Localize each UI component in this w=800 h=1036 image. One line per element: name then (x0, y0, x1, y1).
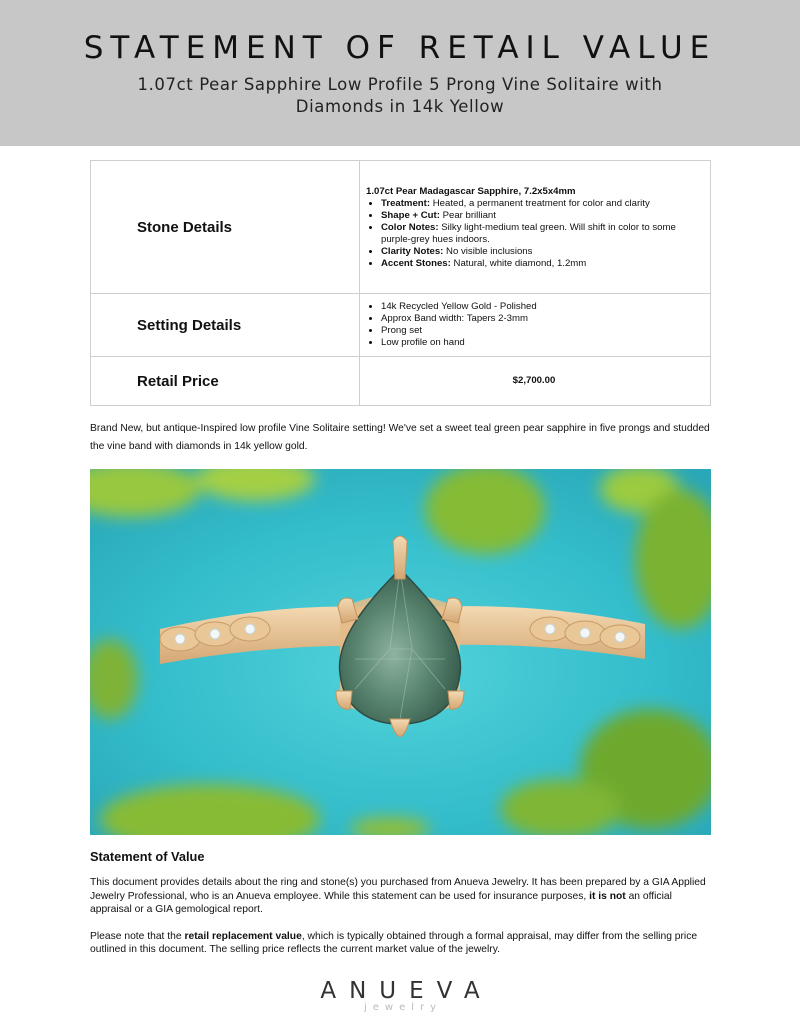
statement-heading: Statement of Value (90, 849, 205, 864)
setting-details-label: Setting Details (91, 294, 360, 357)
list-item: • Low profile on hand (381, 337, 702, 349)
retail-price-row (91, 357, 711, 406)
logo-subtext: jewelry (363, 1002, 443, 1013)
intro-paragraph: Brand New, but antique-Inspired low profile Vine Solitaire setting! We've set a sweet teal green pear sapphire in five prongs and studded the vine band with diamonds in 14k yellow gold. (90, 423, 710, 452)
stone-details-label: Stone Details (91, 161, 360, 294)
stone-title: 1.07ct Pear Madagascar Sapphire, 7.2x5x4mm (366, 186, 576, 197)
header-banner (0, 0, 800, 146)
setting-attributes-list (366, 301, 702, 349)
list-item: • 14k Recycled Yellow Gold - Polished (381, 301, 702, 313)
list-item: • Clarity Notes: No visible inclusions (381, 246, 702, 258)
list-item: • Approx Band width: Tapers 2-3mm (381, 313, 702, 325)
list-item: • Color Notes: Silky light-medium teal green. Will shift in color to some purple-grey hues indoors. (381, 222, 702, 246)
ring-photo (90, 469, 711, 835)
statement-paragraph-2: Please note that the retail replacement value, which is typically obtained through a formal appraisal, may differ from the selling price outlined in this document. The selling price reflects the current market value of the jewelry. (90, 930, 698, 955)
logo-brand: ANUEVA (320, 978, 493, 1004)
statement-emphasis: it is not (589, 890, 626, 902)
anueva-logo (0, 978, 800, 1013)
details-table (90, 160, 711, 406)
stone-details-row (91, 161, 711, 294)
statement-paragraph-1: This document provides details about the ring and stone(s) you purchased from Anueva Jewelry. It has been prepared by a GIA Applied Jewelry Professional, who is an Anueva employee. While this statement can be used for insurance purposes, it is not an official appraisal or a GIA gemological report. (90, 877, 706, 915)
statement-body (90, 876, 715, 970)
setting-details-value (360, 294, 711, 357)
list-item: • Accent Stones: Natural, white diamond, 1.2mm (381, 258, 702, 270)
statement-emphasis: retail replacement value (184, 930, 302, 942)
stone-details-value (360, 161, 711, 294)
document-title: STATEMENT OF RETAIL VALUE (83, 30, 717, 66)
retail-price-value: $2,700.00 (360, 357, 711, 406)
stone-attributes-list (366, 198, 702, 270)
setting-details-row (91, 294, 711, 357)
list-item: • Prong set (381, 325, 702, 337)
retail-price-label: Retail Price (91, 357, 360, 406)
list-item: • Treatment: Heated, a permanent treatment for color and clarity (381, 198, 702, 210)
list-item: • Shape + Cut: Pear brilliant (381, 210, 702, 222)
product-subtitle: 1.07ct Pear Sapphire Low Profile 5 Prong Vine Solitaire with Diamonds in 14k Yellow (137, 75, 663, 116)
